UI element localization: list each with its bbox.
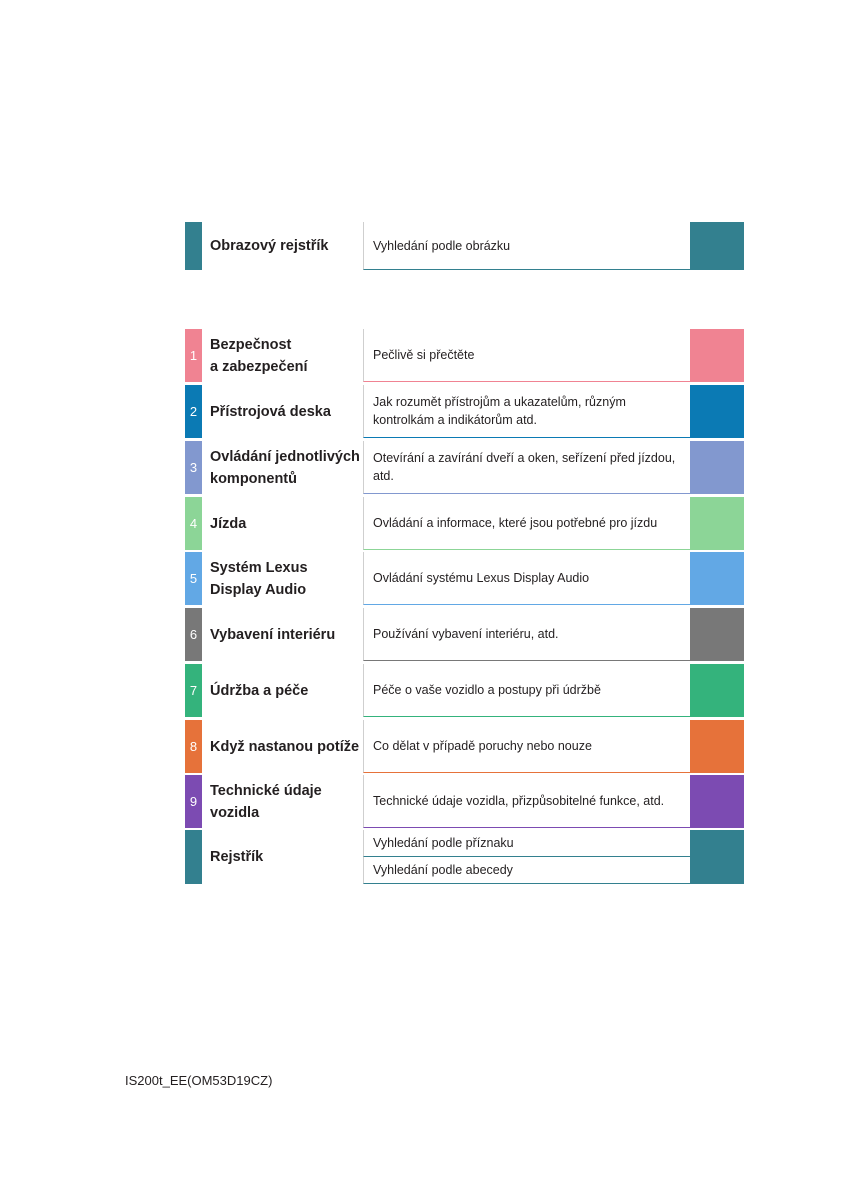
chapter-number: 3: [185, 441, 202, 494]
chapter-end-tab: [690, 775, 744, 828]
chapter-end-tab: [690, 385, 744, 438]
chapter-title: Když nastanou potíže: [210, 738, 360, 755]
index-entry-alphabetical[interactable]: [363, 857, 744, 884]
toc-row-chapter-1[interactable]: [185, 329, 744, 382]
index-entry-text: Vyhledání podle abecedy: [363, 857, 690, 884]
chapter-title: Přístrojová deska: [210, 403, 331, 420]
chapter-end-tab: [690, 608, 744, 661]
toc-row-chapter-5[interactable]: [185, 552, 744, 605]
toc-row-chapter-8[interactable]: [185, 720, 744, 773]
chapter-number: 6: [185, 608, 202, 661]
chapter-end-tab: [690, 329, 744, 382]
chapter-description-text: Technické údaje vozidla, přizpůsobitelné funkce, atd.: [373, 794, 665, 808]
toc-row-chapter-9[interactable]: [185, 775, 744, 828]
chapter-description-text: Používání vybavení interiéru, atd.: [373, 627, 559, 641]
section-end-tab: [690, 222, 744, 270]
chapter-number: 9: [185, 775, 202, 828]
toc-row-chapter-2[interactable]: [185, 385, 744, 438]
chapter-title: Jízda: [210, 515, 247, 532]
index-entry-tab: [690, 857, 744, 884]
chapter-title: Údržba a péče: [210, 682, 309, 699]
toc-row-chapter-6[interactable]: [185, 608, 744, 661]
document-code: IS200t_EE(OM53D19CZ): [125, 1073, 273, 1088]
index-entry-tab: [690, 830, 744, 857]
section-description-text: Vyhledání podle obrázku: [373, 238, 511, 253]
chapter-description-text: Ovládání a informace, které jsou potřebné pro jízdu: [373, 516, 658, 530]
chapter-number: 7: [185, 664, 202, 717]
chapter-title: Bezpečnost a zabezpečení: [210, 336, 308, 375]
index-entry-text: Vyhledání podle příznaku: [363, 830, 690, 857]
chapter-description: [363, 385, 690, 438]
chapter-title: Systém Lexus Display Audio: [210, 559, 308, 598]
chapter-number: 8: [185, 720, 202, 773]
toc-row-picture-index[interactable]: [185, 222, 744, 270]
chapter-end-tab: [690, 664, 744, 717]
chapter-description: [363, 775, 690, 828]
index-entry-symptom[interactable]: [363, 830, 744, 857]
chapter-description: [363, 720, 690, 773]
chapter-description: [363, 441, 690, 494]
chapter-description: [363, 552, 690, 605]
chapter-description-text: Otevírání a zavírání dveří a oken, seřízení před jízdou, atd.: [373, 451, 676, 483]
chapter-number: 4: [185, 497, 202, 550]
chapter-description-text: Péče o vaše vozidlo a postupy při údržbě: [373, 683, 601, 697]
chapter-end-tab: [690, 497, 744, 550]
chapter-title: Ovládání jednotlivých komponentů: [210, 448, 360, 487]
toc-row-chapter-3[interactable]: [185, 441, 744, 494]
chapter-description: [363, 497, 690, 550]
toc-row-index: [185, 830, 744, 884]
section-title: Obrazový rejstřík: [210, 238, 329, 254]
toc-row-chapter-4[interactable]: [185, 497, 744, 550]
section-description: [363, 222, 690, 270]
chapter-description: [363, 664, 690, 717]
chapter-title: Technické údaje vozidla: [210, 782, 322, 821]
chapter-description-text: Jak rozumět přístrojům a ukazatelům, různým kontrolkám a indikátorům atd.: [373, 395, 626, 427]
chapter-number: 2: [185, 385, 202, 438]
toc-row-chapter-7[interactable]: [185, 664, 744, 717]
chapter-end-tab: [690, 552, 744, 605]
index-color-tab: [185, 830, 202, 884]
chapter-description-text: Pečlivě si přečtěte: [373, 348, 475, 362]
section-color-tab: [185, 222, 202, 270]
chapter-description-text: Ovládání systému Lexus Display Audio: [373, 571, 590, 585]
chapter-description: [363, 608, 690, 661]
index-title: Rejstřík: [210, 849, 264, 865]
chapter-end-tab: [690, 720, 744, 773]
chapter-number: 5: [185, 552, 202, 605]
chapter-number: 1: [185, 329, 202, 382]
chapter-title: Vybavení interiéru: [210, 626, 336, 643]
chapter-description-text: Co dělat v případě poruchy nebo nouze: [373, 739, 592, 753]
chapter-end-tab: [690, 441, 744, 494]
chapter-description: [363, 329, 690, 382]
